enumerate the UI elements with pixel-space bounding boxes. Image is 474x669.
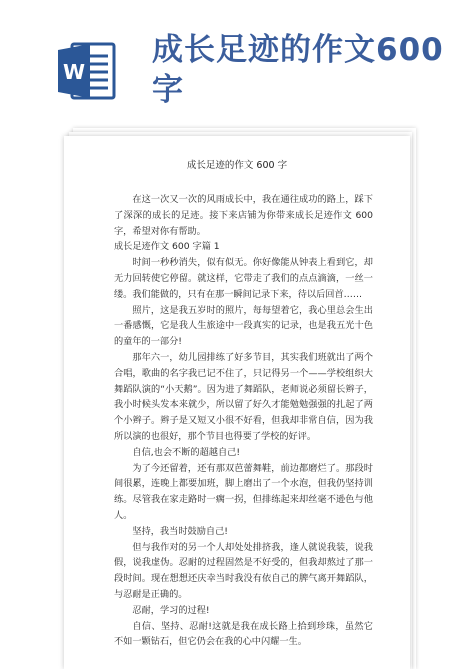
document-page	[64, 136, 410, 669]
word-document-icon	[56, 40, 118, 102]
document-body	[114, 192, 373, 650]
document-paragraph: 坚持，我当时鼓励自己!	[132, 525, 228, 537]
document-paragraph: 时间一秒秒消失，似有似无。你好像能从钟表上看到它，却无力回转使它停留。就这样，它带走了我们的点点滴滴，一丝一缕。我们能做的，只有在那一瞬间记录下来，待以后回首……	[114, 257, 373, 300]
document-title: 成长足迹的作文 600 字	[186, 160, 288, 171]
document-paragraph: 为了今还留着，还有那双芭蕾舞鞋，前边都磨烂了。那段时间很累，连晚上都要加班，脚上磨出了一个水泡，但我仍坚持训练。尽管我在家走路时一瘸一拐，但排练起来却丝毫不逊色与他人。	[114, 462, 373, 521]
document-paragraph: 但与我作对的另一个人却处处排挤我，逢人就说我装，说我假，说我虚伪。忍耐的过程固然是不好受的，但我却熬过了那一段时间。现在想想还庆幸当时我没有依自己的脾气离开舞蹈队，与忍耐是正确的。	[114, 541, 373, 600]
document-paragraph: 成长足迹作文 600 字篇 1	[114, 241, 220, 253]
document-paragraph: 那年六一，幼儿园排练了好多节目，其实我们班就出了两个合唱，歌曲的名字我已记不住了，只记得另一个——学校组织大舞蹈队演的“小天鹅”。因为进了舞蹈队，老师说必须留长辫子，我小时候头发本来就少，所以留了好久才能勉勉强强的扎起了两个小辫子。辫子是又短又小很不好看，但我却非常自信，因为我所以演的也很好，那个节目也得要了学校的好评。	[114, 351, 373, 442]
header-banner	[0, 0, 474, 120]
document-paragraph: 自信,也会不断的超越自己!	[132, 446, 241, 458]
page-title: 成长足迹的作文600字	[152, 32, 444, 108]
document-paragraph: 忍耐，学习的过程!	[132, 604, 210, 616]
document-paragraph: 自信、坚持、忍耐!这就是我在成长路上拾到珍珠，虽然它不如一颗钻石，但它仍会在我的心中闪耀一生。	[114, 620, 373, 648]
word-icon-letter: W	[62, 60, 86, 84]
document-paragraph: 照片，这是我五岁时的照片，每每望着它，我心里总会生出一番感慨，它是我人生旅途中一段真实的记录，也是我五光十色的童年的一部分!	[114, 304, 373, 348]
document-paragraph: 在这一次又一次的风雨成长中，我在通往成功的路上，踩下了深深的成长的足迹。接下来店铺为你带来成长足迹作文 600 字，希望对你有帮助。	[114, 194, 373, 237]
